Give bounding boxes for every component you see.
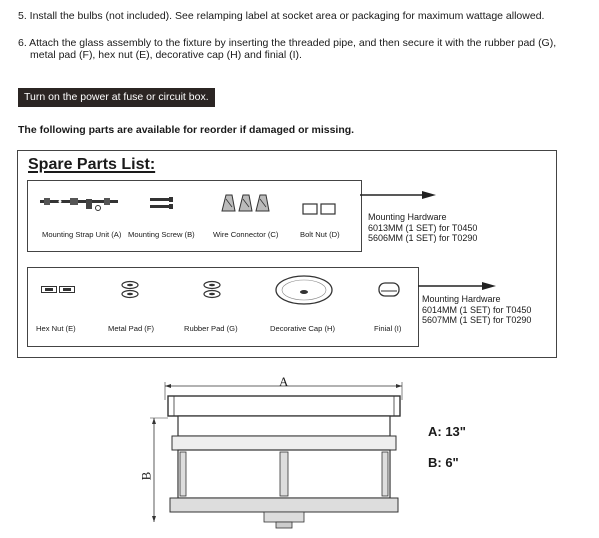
bolt-nut-icon bbox=[302, 202, 338, 216]
mounting-hardware-1-line-2: 5606MM (1 SET) for T0290 bbox=[368, 233, 478, 243]
dimension-label-b: B bbox=[138, 471, 154, 481]
part-label-hex-nut: Hex Nut (E) bbox=[36, 324, 76, 333]
decorative-cap-icon bbox=[274, 274, 334, 306]
step-6-continued: metal pad (F), hex nut (E), decorative cap (H) and finial (I). bbox=[30, 49, 302, 61]
part-label-wire-connector: Wire Connector (C) bbox=[213, 230, 279, 239]
mounting-hardware-2-title: Mounting Hardware bbox=[422, 294, 501, 304]
metal-pad-icon bbox=[120, 280, 140, 300]
mounting-hardware-2-line-2: 5607MM (1 SET) for T0290 bbox=[422, 315, 532, 325]
finial-icon bbox=[378, 282, 402, 298]
arrow-right-icon bbox=[360, 190, 440, 200]
mounting-hardware-1 bbox=[368, 212, 477, 244]
dimension-value-b: B: 6" bbox=[428, 455, 459, 470]
mounting-screw-icon bbox=[150, 196, 176, 212]
rubber-pad-icon bbox=[202, 280, 222, 300]
hex-nut-icon bbox=[41, 286, 75, 294]
part-label-rubber-pad: Rubber Pad (G) bbox=[184, 324, 238, 333]
part-label-finial: Finial (I) bbox=[374, 324, 402, 333]
spare-parts-title: Spare Parts List: bbox=[28, 156, 156, 173]
reorder-note: The following parts are available for reorder if damaged or missing. bbox=[18, 124, 355, 136]
part-label-decorative-cap: Decorative Cap (H) bbox=[270, 324, 335, 333]
mounting-hardware-2-line-1: 6014MM (1 SET) for T0450 bbox=[422, 304, 532, 315]
mounting-hardware-1-title: Mounting Hardware bbox=[368, 212, 447, 222]
step-5: 5. Install the bulbs (not included). See relamping label at socket area or packaging for maximum wattage allowed. bbox=[18, 10, 545, 22]
parts-group-1 bbox=[27, 180, 362, 252]
part-label-metal-pad: Metal Pad (F) bbox=[108, 324, 154, 333]
power-warning-banner: Turn on the power at fuse or circuit box. bbox=[18, 88, 215, 107]
part-label-mounting-screw: Mounting Screw (B) bbox=[128, 230, 195, 239]
wire-connector-icon bbox=[220, 193, 272, 213]
mounting-hardware-1-line-1: 6013MM (1 SET) for T0450 bbox=[368, 222, 478, 233]
mounting-hardware-2 bbox=[422, 294, 531, 326]
part-label-mounting-strap: Mounting Strap Unit (A) bbox=[42, 230, 122, 239]
dimension-value-a: A: 13" bbox=[428, 424, 466, 439]
part-label-bolt-nut: Bolt Nut (D) bbox=[300, 230, 340, 239]
fixture-dimension-diagram bbox=[140, 372, 420, 532]
parts-group-2 bbox=[27, 267, 419, 347]
step-6: 6. Attach the glass assembly to the fixture by inserting the threaded pipe, and then secure it with the rubber pad (G), bbox=[18, 37, 557, 49]
dimension-label-a: A bbox=[279, 374, 289, 389]
arrow-right-icon bbox=[418, 281, 498, 291]
mounting-strap-icon bbox=[40, 196, 120, 212]
